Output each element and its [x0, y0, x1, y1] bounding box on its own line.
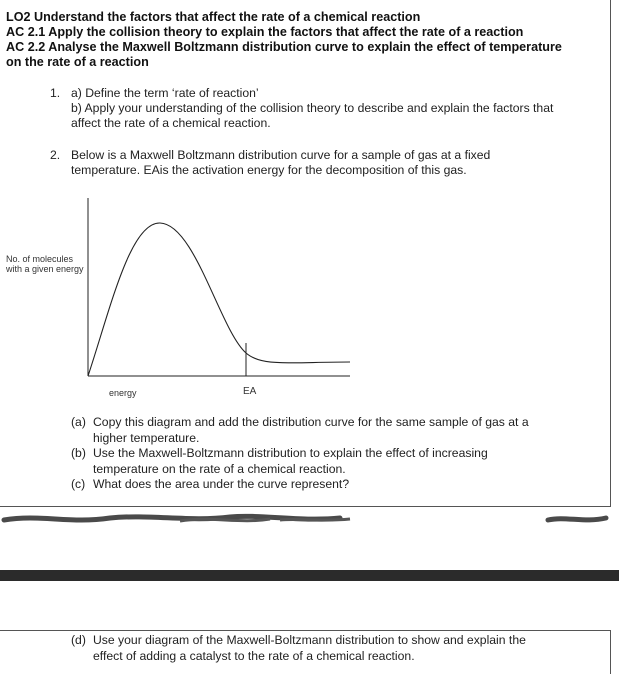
subquestion-d-tag: (d)	[71, 633, 86, 647]
y-axis-label-line1: No. of molecules	[6, 254, 74, 264]
redaction-stroke-right	[548, 518, 606, 520]
next-page-top-border	[0, 630, 611, 631]
subquestion-d	[71, 633, 606, 664]
subquestion-d-line2: effect of adding a catalyst to the rate of a chemical reaction.	[93, 648, 415, 663]
header-ac21: AC 2.1 Apply the collision theory to explain the factors that affect the rate of a reaction	[6, 25, 524, 39]
subquestion-a-tag: (a)	[71, 415, 86, 429]
x-axis-label: energy	[109, 388, 137, 398]
distribution-curve	[88, 223, 350, 376]
subquestion-b-line1: Use the Maxwell-Boltzmann distribution to explain the effect of increasing	[93, 446, 488, 460]
subquestion-b-tag: (b)	[71, 446, 86, 460]
next-page-right-border	[610, 630, 611, 674]
subquestion-b	[71, 446, 606, 477]
subquestion-a-line2: higher temperature.	[93, 430, 200, 445]
redaction-stroke-middle	[180, 519, 350, 521]
page-bottom-border	[0, 506, 611, 507]
question-2-number: 2.	[50, 148, 61, 162]
header-lo2: LO2 Understand the factors that affect the rate of a chemical reaction	[6, 10, 421, 24]
subquestion-d-line1: Use your diagram of the Maxwell-Boltzmann distribution to show and explain the	[93, 633, 526, 647]
subquestion-c-line1: What does the area under the curve represent?	[93, 477, 350, 491]
question-1b-line1: b) Apply your understanding of the collision theory to describe and explain the factors that	[71, 101, 554, 115]
subquestion-b-line2: temperature on the rate of a chemical reaction.	[93, 461, 346, 476]
question-1-number: 1.	[50, 86, 61, 100]
question-1b-line2: affect the rate of a chemical reaction.	[71, 116, 271, 130]
subquestion-a	[71, 415, 606, 446]
question-2-line1: Below is a Maxwell Boltzmann distribution curve for a sample of gas at a fixed	[71, 148, 491, 162]
page-separator-band	[0, 570, 619, 581]
header-ac22-cont: on the rate of a reaction	[6, 55, 149, 69]
y-axis-label	[6, 254, 84, 274]
header-ac22: AC 2.2 Analyse the Maxwell Boltzmann distribution curve to explain the effect of temperature	[6, 40, 562, 54]
activation-energy-label: EA	[243, 386, 257, 397]
page-right-border	[610, 0, 611, 506]
subquestion-a-line1: Copy this diagram and add the distribution curve for the same sample of gas at a	[93, 415, 529, 429]
subquestion-c-tag: (c)	[71, 477, 86, 491]
question-2-line2: temperature. EAis the activation energy for the decomposition of this gas.	[71, 163, 467, 177]
subquestion-c	[71, 477, 606, 493]
redaction-scribble	[0, 508, 619, 532]
maxwell-boltzmann-diagram	[0, 190, 360, 405]
y-axis-label-line2: with a given energy	[6, 264, 84, 274]
question-1a: a) Define the term ‘rate of reaction’	[71, 86, 259, 100]
